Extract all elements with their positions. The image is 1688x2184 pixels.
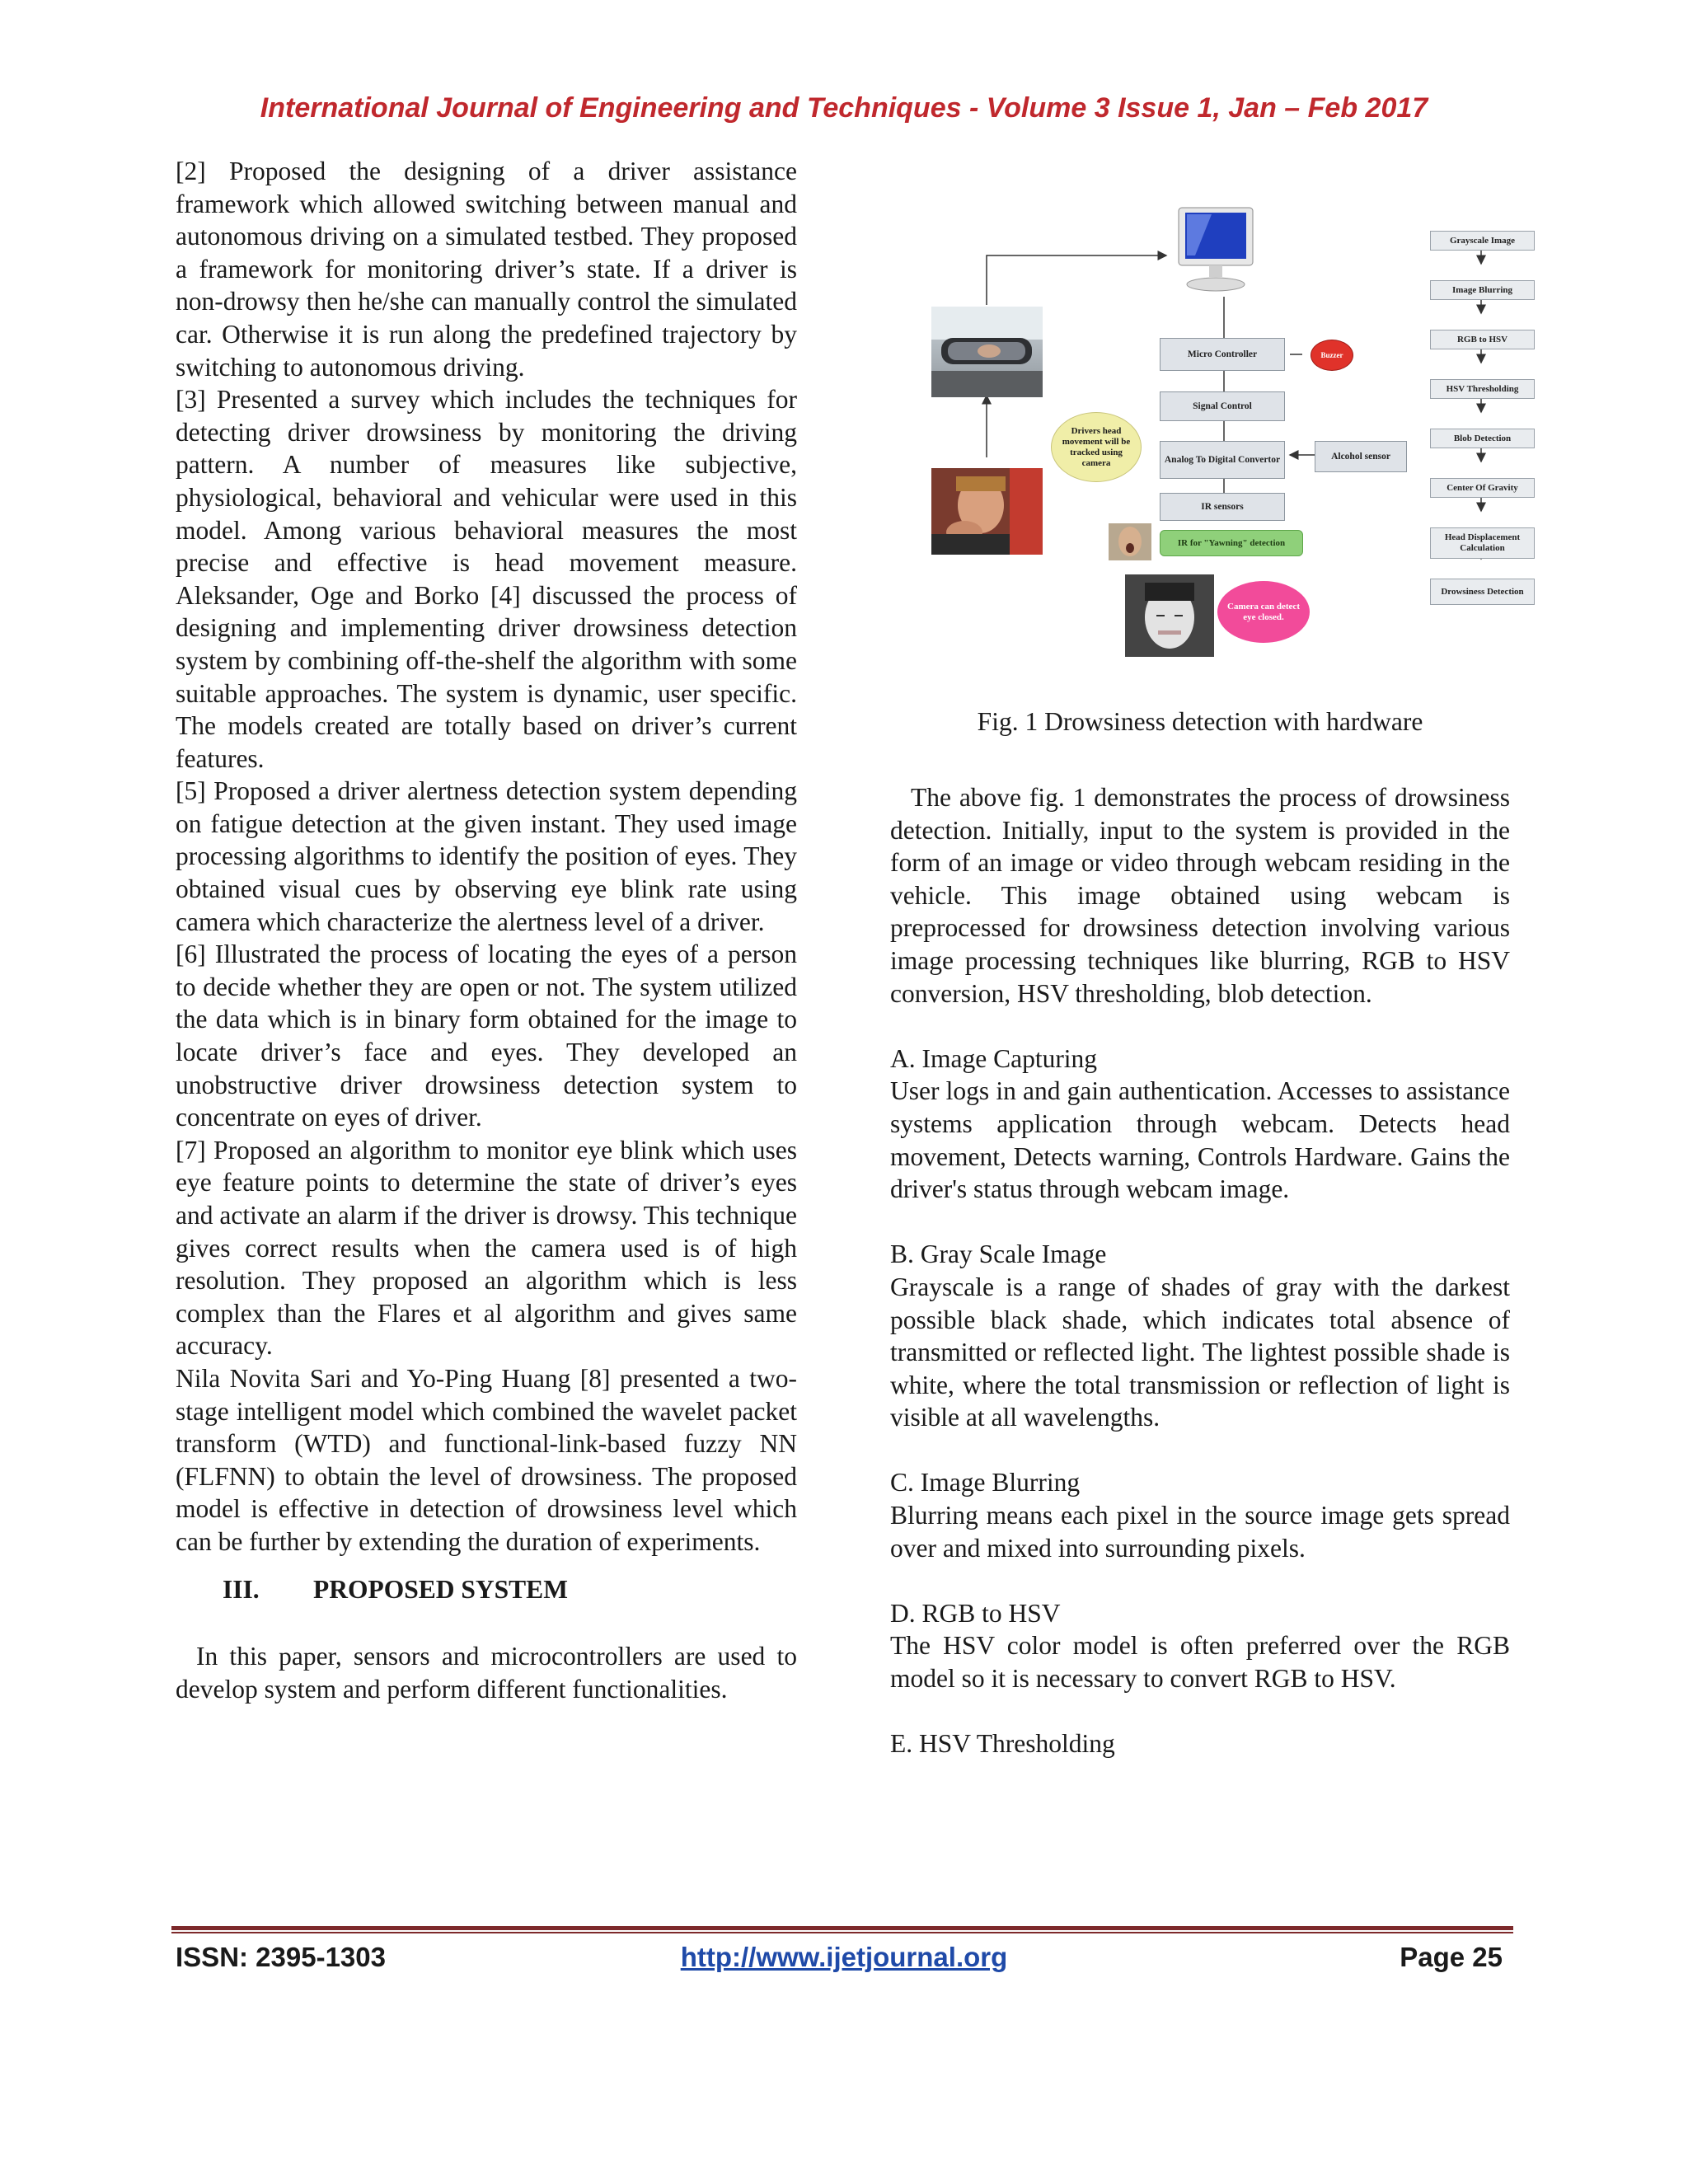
paragraph-ref-8: Nila Novita Sari and Yo-Ping Huang [8] presented a two-stage intelligent model which combined the wavelet packet transform (WTD) and functional-link-based fuzzy NN (FLFNN) to obtain the level of drowsiness. The proposed model is effective in detection of drowsiness level which can be further by extending the duration of experiments. [176,1363,797,1556]
alcohol-sensor-box: Alcohol sensor [1315,441,1407,472]
paragraph-ref-6: [6] Illustrated the process of locating the eyes of a person to decide whether they are open or not. The system utilized the data which is in binary form obtained for the image to locate driver’s face and eyes. They developed an unobstructive driver drowsiness detection system to concentrate on eyes of driver. [176,940,797,1132]
pipeline-step: Grayscale Image [1430,231,1535,251]
figure-caption: Fig. 1 Drowsiness detection with hardware [977,707,1423,736]
section-title: PROPOSED SYSTEM [313,1574,568,1604]
footer-rule [171,1926,1513,1930]
subsection-d-title: D. RGB to HSV [890,1598,1061,1628]
subsection-c-text: Blurring means each pixel in the source image gets spread over and mixed into surrounding pixels. [890,1501,1510,1563]
section-number: III. [223,1574,260,1604]
ir-sensors-box: IR sensors [1160,493,1285,521]
right-column [890,781,1510,1760]
pipeline-step: HSV Thresholding [1430,379,1535,399]
footer-url-link[interactable]: http://www.ijetjournal.org [680,1942,1008,1972]
section-heading [176,1573,797,1606]
pipeline-step: Head Displacement Calculation [1430,527,1535,559]
head-movement-bubble: Drivers head movement will be tracked using camera [1051,412,1142,482]
figure-description: The above fig. 1 demonstrates the process of drowsiness detection. Initially, input to the system is provided in the form of an image or video through webcam residing in the vehicle. This image obtained using webcam is preprocessed for drowsiness detection involving various image processing techniques like blurring, RGB to HSV conversion, HSV thresholding, blob detection. [890,783,1510,1008]
drowsy-driver-photo [931,468,1043,555]
subsection-e-title: E. HSV Thresholding [890,1729,1115,1759]
adc-box: Analog To Digital Convertor [1160,441,1285,479]
subsection-a-title: A. Image Capturing [890,1043,1098,1073]
left-column [176,155,797,1705]
pipeline-step: Center Of Gravity [1430,478,1535,498]
paragraph-ref-3: [3] Presented a survey which includes the techniques for detecting driver drowsiness by monitoring the driving pattern. A number of measures like subjective, physiological, behavioral and vehicular were used in this model. Among various behavioral measures the most precise and effective is head movement measure. Aleksander, Oge and Borko [4] discussed the process of designing and implementing driver drowsiness detection system by combining off-the-shelf the algorithm with some suitable approaches. The system is dynamic, user specific. The models created are totally based on driver’s current features. [176,385,797,773]
footer-rule-thin [171,1932,1513,1933]
computer-monitor-icon [1166,206,1269,297]
subsection-b-title: B. Gray Scale Image [890,1240,1107,1269]
pipeline-step: RGB to HSV [1430,330,1535,349]
footer-issn: ISSN: 2395-1303 [176,1942,386,1972]
micro-controller-box: Micro Controller [1160,338,1285,371]
paragraph-ref-5: [5] Proposed a driver alertness detection system depending on fatigue detection at the given instant. They used image processing algorithms to identify the position of eyes. They obtained visual cues by observing eye blink rate using camera which characterize the alertness level of a driver. [176,776,797,936]
figure-1 [927,206,1533,668]
pipeline-step: Blob Detection [1430,429,1535,448]
paragraph-ref-7: [7] Proposed an algorithm to monitor eye blink which uses eye feature points to determine the state of driver’s eyes and activate an alarm if the driver is drowsy. This technique gives correct results when the camera used is of high resolution. They proposed an algorithm which is less complex than the Flares et al algorithm and gives same accuracy. [176,1135,798,1361]
subsection-c-title: C. Image Blurring [890,1468,1081,1497]
pipeline-step: Drowsiness Detection [1430,579,1535,605]
subsection-a-text: User logs in and gain authentication. Accesses to assistance systems application through webcam. Detects head movement, Detects warning, Controls Hardware. Gains the driver's status through webcam image. [890,1076,1510,1204]
buzzer-icon: Buzzer [1311,340,1353,371]
subsection-d-text: The HSV color model is often preferred over the RGB model so it is necessary to convert RGB to HSV. [890,1631,1510,1694]
eye-detection-bubble: Camera can detect eye closed. [1217,581,1310,643]
footer-page-number: Page 25 [1400,1942,1503,1972]
section-paragraph: In this paper, sensors and microcontrollers are used to develop system and perform different functionalities. [176,1642,797,1704]
subsection-b-text: Grayscale is a range of shades of gray with the darkest possible black shade, which indicates total absence of transmitted or reflected light. The lightest possible shade is white, where the total transmission or reflection of light is visible at all wavelengths. [890,1272,1510,1432]
yawning-photo [1109,523,1151,560]
ir-yawning-label: IR for "Yawning" detection [1160,530,1303,556]
pipeline-step: Image Blurring [1430,280,1535,300]
journal-header: International Journal of Engineering and Techniques - Volume 3 Issue 1, Jan – Feb 2017 [260,92,1428,124]
driver-mirror-photo [931,307,1043,397]
paragraph-ref-2: [2] Proposed the designing of a driver assistance framework which allowed switching between manual and autonomous driving on a simulated testbed. They proposed a framework for monitoring driver’s state. If a driver is non-drowsy then he/she can manually control the simulated car. Otherwise it is run along the predefined trajectory by switching to autonomous driving. [176,157,797,382]
eye-closed-face-photo [1125,574,1214,657]
signal-control-box: Signal Control [1160,391,1285,421]
